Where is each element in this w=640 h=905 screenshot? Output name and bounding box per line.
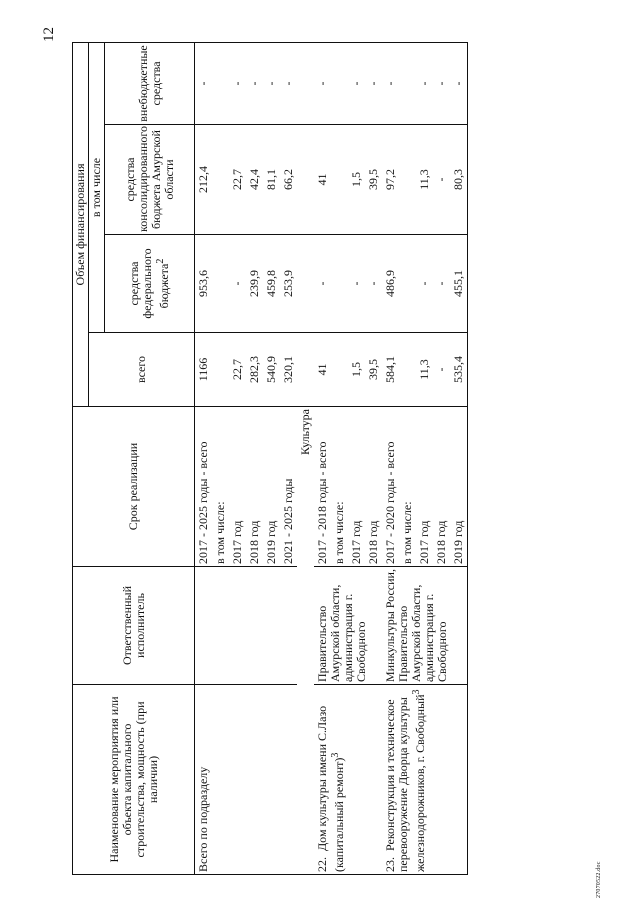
federal-cell [212, 235, 229, 333]
header-financing: Объем финансирования [73, 42, 89, 406]
extra-cell: - [433, 42, 450, 124]
period-cell: 2017 - 2025 годы - всего [195, 407, 213, 567]
regional-cell: 39,5 [365, 125, 382, 235]
table-row [195, 42, 213, 874]
total-cell: 535,4 [450, 333, 468, 407]
extra-cell: - [195, 42, 213, 124]
extra-cell [212, 42, 229, 124]
period-cell: 2018 год [365, 407, 382, 567]
total-cell: 1,5 [348, 333, 365, 407]
regional-cell: 11,3 [416, 125, 433, 235]
extra-cell: - [263, 42, 280, 124]
total-cell [212, 333, 229, 407]
header-executor: Ответственный исполнитель [73, 567, 195, 685]
header-extra: внебюджетные средства [105, 42, 195, 124]
regional-cell: 1,5 [348, 125, 365, 235]
total-cell: 282,3 [246, 333, 263, 407]
regional-cell: 22,7 [229, 125, 246, 235]
regional-cell [399, 125, 416, 235]
period-cell: в том числе: [331, 407, 348, 567]
federal-cell: 239,9 [246, 235, 263, 333]
extra-cell: - [365, 42, 382, 124]
header-federal: средства федерального бюджета$^2$ [105, 235, 195, 333]
regional-cell [331, 125, 348, 235]
period-cell: 2021 - 2025 годы [280, 407, 297, 567]
regional-cell: 97,2 [382, 125, 399, 235]
federal-cell: - [416, 235, 433, 333]
federal-cell: - [433, 235, 450, 333]
period-cell: в том числе: [399, 407, 416, 567]
extra-cell: - [450, 42, 468, 124]
federal-cell: 953,6 [195, 235, 213, 333]
federal-cell [399, 235, 416, 333]
header-period: Срок реализации [73, 407, 195, 567]
total-cell: 41 [314, 333, 331, 407]
federal-cell: 455,1 [450, 235, 468, 333]
total-cell: 540,9 [263, 333, 280, 407]
federal-cell: - [229, 235, 246, 333]
header-total: всего [89, 333, 195, 407]
page-number: 12 [41, 27, 57, 42]
regional-cell: 42,4 [246, 125, 263, 235]
total-cell: 1166 [195, 333, 213, 407]
item-23-executor: Минкультуры России, Правительство Амурской области, администрация г. Свободного [382, 567, 468, 685]
period-cell: 2017 - 2020 годы - всего [382, 407, 399, 567]
item-23-name: 23. Реконструкция и техническое перевооружение Дворца культуры железнодорожников, г. Свободный$^3$ [382, 685, 468, 875]
item-name: Дом культуры имени С.Лазо (капитальный ремонт) [315, 705, 346, 872]
extra-cell: - [348, 42, 365, 124]
table-body [195, 42, 468, 874]
footer-filename: 27070522.doc [596, 861, 602, 898]
header-including: в том числе [89, 42, 105, 332]
total-cell: 11,3 [416, 333, 433, 407]
period-cell: 2019 год [263, 407, 280, 567]
extra-cell: - [280, 42, 297, 124]
item-index: 23. [383, 857, 397, 872]
regional-cell: 212,4 [195, 125, 213, 235]
period-cell: 2017 - 2018 годы - всего [314, 407, 331, 567]
federal-cell: 459,8 [263, 235, 280, 333]
total-label: Всего по подразделу [195, 685, 298, 875]
regional-cell: - [433, 125, 450, 235]
federal-cell [331, 235, 348, 333]
period-cell: 2019 год [450, 407, 468, 567]
table-row [297, 42, 314, 874]
regional-cell: 41 [314, 125, 331, 235]
extra-cell: - [246, 42, 263, 124]
extra-cell [399, 42, 416, 124]
total-cell: 320,1 [280, 333, 297, 407]
total-cell: 584,1 [382, 333, 399, 407]
total-cell: - [433, 333, 450, 407]
federal-cell: - [314, 235, 331, 333]
rotated-table-area [72, 43, 572, 875]
federal-cell: 486,9 [382, 235, 399, 333]
period-cell: 2018 год [246, 407, 263, 567]
table-header [73, 42, 195, 874]
extra-cell: - [229, 42, 246, 124]
header-name: Наименование мероприятия или объекта капитального строительства, мощность (при наличии) [73, 685, 195, 875]
regional-cell [212, 125, 229, 235]
item-22-executor: Правительство Амурской области, администрация г. Свободного [314, 567, 382, 685]
period-cell: 2017 год [416, 407, 433, 567]
financing-table [72, 42, 468, 875]
regional-cell: 80,3 [450, 125, 468, 235]
federal-cell: 253,9 [280, 235, 297, 333]
item-22-name: 22. Дом культуры имени С.Лазо (капитальный ремонт)$^3$ [314, 685, 382, 875]
period-cell: 2017 год [229, 407, 246, 567]
header-regional: средства консолидированного бюджета Амурской области [105, 125, 195, 235]
extra-cell: - [416, 42, 433, 124]
item-index: 22. [315, 857, 329, 872]
total-cell: 39,5 [365, 333, 382, 407]
item-name: Реконструкция и техническое перевооружение Дворца культуры железнодорожников, г. Свободный [383, 694, 427, 872]
period-cell: 2017 год [348, 407, 365, 567]
total-cell: 22,7 [229, 333, 246, 407]
extra-cell: - [314, 42, 331, 124]
table-row [382, 42, 399, 874]
regional-cell: 81,1 [263, 125, 280, 235]
total-cell [399, 333, 416, 407]
extra-cell [331, 42, 348, 124]
section-title: Культура [297, 407, 314, 875]
extra-cell: - [382, 42, 399, 124]
total-executor [195, 567, 298, 685]
federal-cell: - [348, 235, 365, 333]
period-cell: в том числе: [212, 407, 229, 567]
regional-cell: 66,2 [280, 125, 297, 235]
federal-cell: - [365, 235, 382, 333]
total-cell [331, 333, 348, 407]
period-cell: 2018 год [433, 407, 450, 567]
table-row [314, 42, 331, 874]
